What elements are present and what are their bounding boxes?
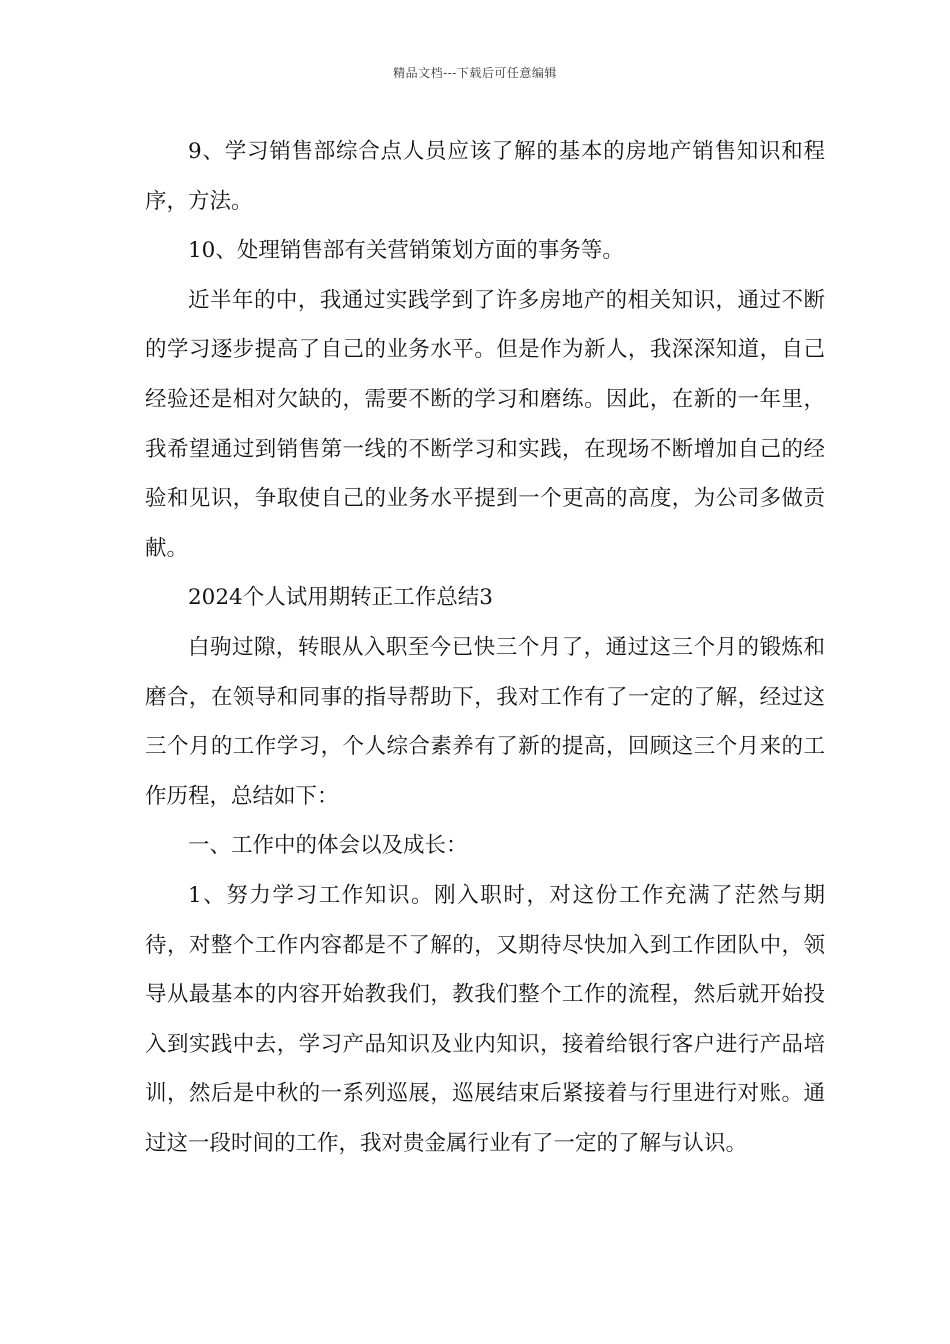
- section-title: 2024个人试用期转正工作总结3: [188, 585, 493, 611]
- document-body: [145, 127, 825, 1168]
- paragraph-half-year-summary: 近半年的中，我通过实践学到了许多房地产的相关知识，通过不断的学习逐步提高了自己的业务水平。但是作为新人，我深深知道，自己经验还是相对欠缺的，需要不断的学习和磨练。因此，在新的一年里，我希望通过到销售第一线的不断学习和实践，在现场不断增加自己的经验和见识，争取使自己的业务水平提到一个更高的高度，为公司多做贡献。: [145, 287, 825, 561]
- subsection-heading: 一、工作中的体会以及成长：: [188, 833, 468, 859]
- paragraph-intro: 白驹过隙，转眼从入职至今已快三个月了，通过这三个月的锻炼和磨合，在领导和同事的指导帮助下，我对工作有了一定的了解，经过这三个月的工作学习，个人综合素养有了新的提高，回顾这三个月来的工作历程，总结如下：: [145, 634, 825, 809]
- page-header: 精品文档---下载后可任意编辑: [393, 66, 557, 80]
- paragraph-item-10: 10、处理销售部有关营销策划方面的事务等。: [188, 238, 624, 264]
- paragraph-learning: 1、努力学习工作知识。刚入职时，对这份工作充满了茫然与期待，对整个工作内容都是不了解的，又期待尽快加入到工作团队中，领导从最基本的内容开始教我们，教我们整个工作的流程，然后就开始投入到实践中去，学习产品知识及业内知识，接着给银行客户进行产品培训，然后是中秋的一系列巡展，巡展结束后紧接着与行里进行对账。通过这一段时间的工作，我对贵金属行业有了一定的了解与认识。: [145, 882, 825, 1156]
- paragraph-item-9: 9、学习销售部综合点人员应该了解的基本的房地产销售知识和程序，方法。: [145, 139, 825, 214]
